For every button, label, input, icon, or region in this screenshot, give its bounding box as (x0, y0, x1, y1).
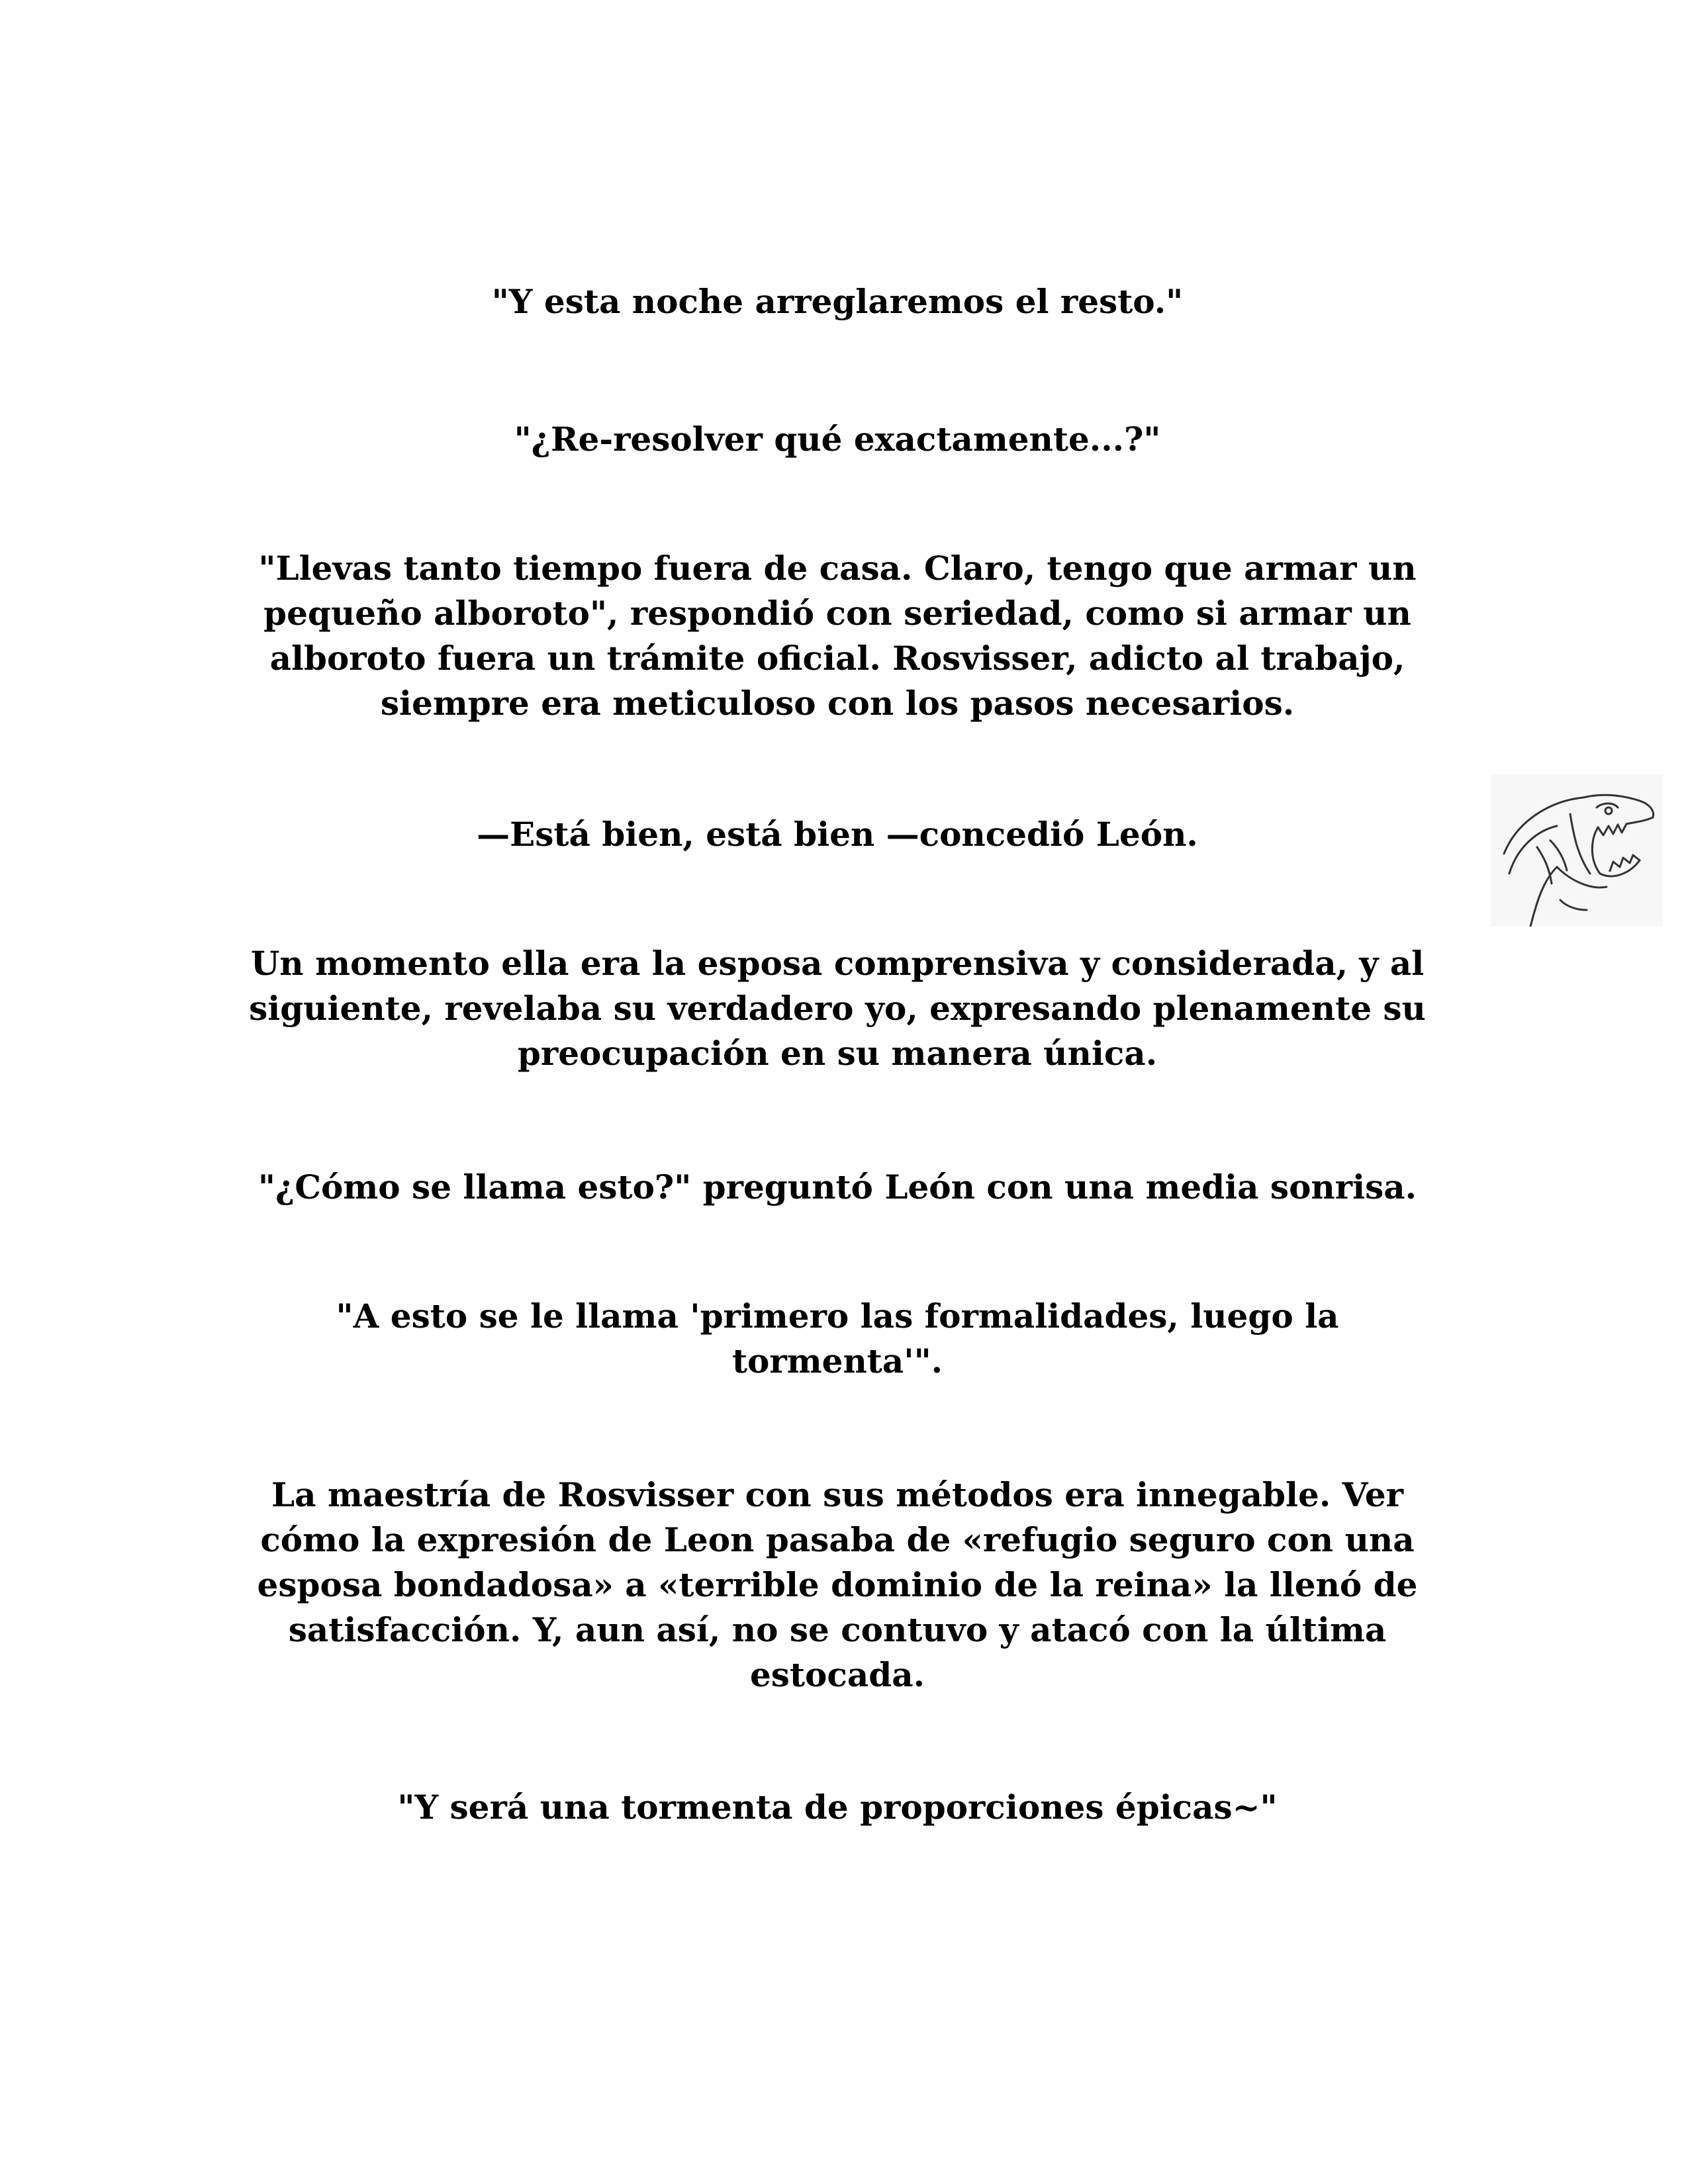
paragraph-9: "Y será una tormenta de proporciones épicas~" (397, 1788, 1278, 1827)
paragraph-8: La maestría de Rosvisser con sus métodos era innegable. Ver cómo la expresión de Leon pasaba de «refugio seguro con una esposa bondadosa» a «terrible dominio de la reina» la llenó de satisfacción. Y, aun así, no se contuvo y atacó con la última estocada. (257, 1475, 1418, 1694)
paragraph-6: "¿Cómo se llama esto?" preguntó León con una media sonrisa. (258, 1167, 1417, 1206)
paragraph-5: Un momento ella era la esposa comprensiva y considerada, y al siguiente, revelaba su verdadero yo, expresando plenamente su preocupación en su manera única. (249, 944, 1426, 1073)
dinosaur-sketch-icon (1491, 774, 1663, 927)
paragraph-2: "¿Re-resolver qué exactamente...?" (514, 420, 1161, 459)
paragraph-3: "Llevas tanto tiempo fuera de casa. Claro, tengo que armar un pequeño alboroto", respondió con seriedad, como si armar un alboroto fuera un trámite oficial. Rosvisser, adicto al trabajo, siempre era meticuloso con los pasos necesarios. (258, 549, 1417, 723)
paragraph-4: —Está bien, está bien —concedió León. (477, 815, 1198, 854)
paragraph-7: "A esto se le llama 'primero las formalidades, luego la tormenta'". (336, 1297, 1339, 1381)
paragraph-1: "Y esta noche arreglaremos el resto." (491, 282, 1184, 321)
